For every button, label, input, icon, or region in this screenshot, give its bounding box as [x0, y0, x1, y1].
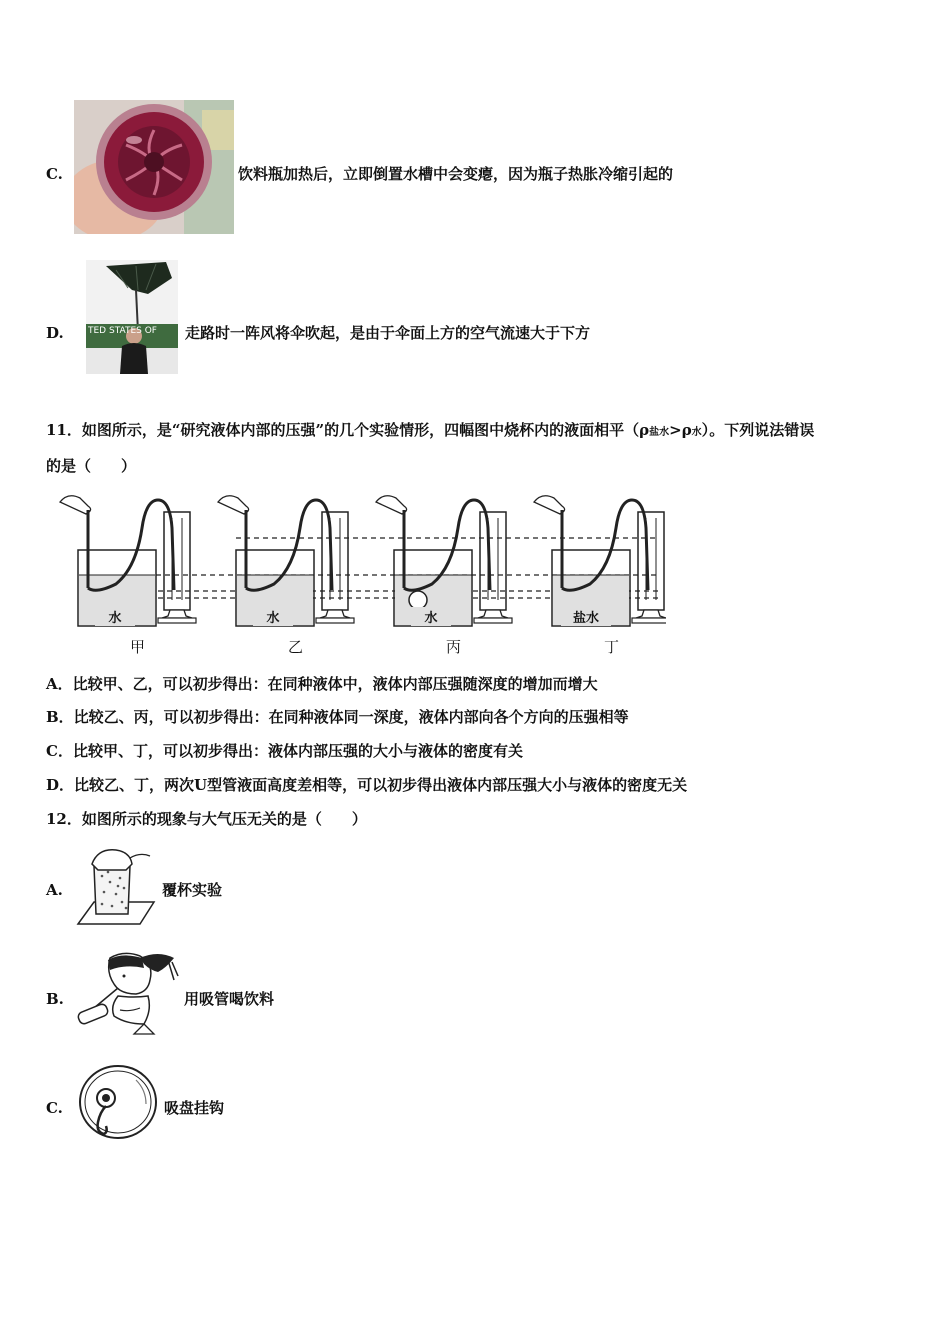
figure-label-yi: 乙: [288, 638, 304, 656]
q11-stem-line2: 的是（ ）: [46, 457, 137, 475]
option-d-text: 走路时一阵风将伞吹起，是由于伞面上方的空气流速大于下方: [185, 324, 591, 342]
figure-label-ding: 丁: [604, 638, 620, 656]
liquid-label-4: 盐水: [561, 607, 611, 626]
option-c-text: 饮料瓶加热后，立即倒置水槽中会变瘪，因为瓶子热胀冷缩引起的: [238, 165, 674, 183]
q11-stem-line1: 11．如图所示，是“研究液体内部的压强”的几个实验情形，四幅图中烧杯内的液面相平（ρ盐水>ρ水）。下列说法错误: [46, 421, 815, 439]
figure-label-jia: 甲: [130, 638, 146, 656]
straw-drinking-illustration: [74, 950, 182, 1036]
liquid-label-1: 水: [95, 607, 135, 626]
cup-experiment-illustration: [74, 842, 158, 928]
suction-hook-illustration: [76, 1062, 160, 1142]
sign-text: TED STATES OF: [88, 326, 157, 336]
q11-option-c: C．比较甲、丁，可以初步得出：液体内部压强的大小与液体的密度有关: [46, 742, 523, 760]
q12-option-b-text: 用吸管喝饮料: [184, 990, 275, 1008]
bottle-photo: [74, 100, 234, 234]
q11-option-a: A．比较甲、乙，可以初步得出：在同种液体中，液体内部压强随深度的增加而增大: [46, 675, 598, 693]
q12-option-b-letter: B.: [46, 990, 64, 1008]
pressure-experiment-figure: [46, 488, 666, 658]
option-d-letter: D.: [46, 324, 64, 342]
q12-option-c-text: 吸盘挂钩: [164, 1099, 225, 1117]
figure-label-bing: 丙: [446, 638, 462, 656]
liquid-label-2: 水: [253, 607, 293, 626]
liquid-label-3: 水: [411, 607, 451, 626]
q12-option-a-letter: A.: [46, 881, 63, 899]
q12-option-a-text: 覆杯实验: [162, 881, 223, 899]
umbrella-photo: [86, 260, 178, 374]
q11-option-b: B．比较乙、丙，可以初步得出：在同种液体同一深度，液体内部向各个方向的压强相等: [46, 708, 629, 726]
q12-stem: 12．如图所示的现象与大气压无关的是（ ）: [46, 810, 367, 828]
q11-option-d: D．比较乙、丁，两次U型管液面高度差相等，可以初步得出液体内部压强大小与液体的密度无关: [46, 776, 688, 794]
q12-option-c-letter: C.: [46, 1099, 63, 1117]
option-c-letter: C.: [46, 165, 63, 183]
